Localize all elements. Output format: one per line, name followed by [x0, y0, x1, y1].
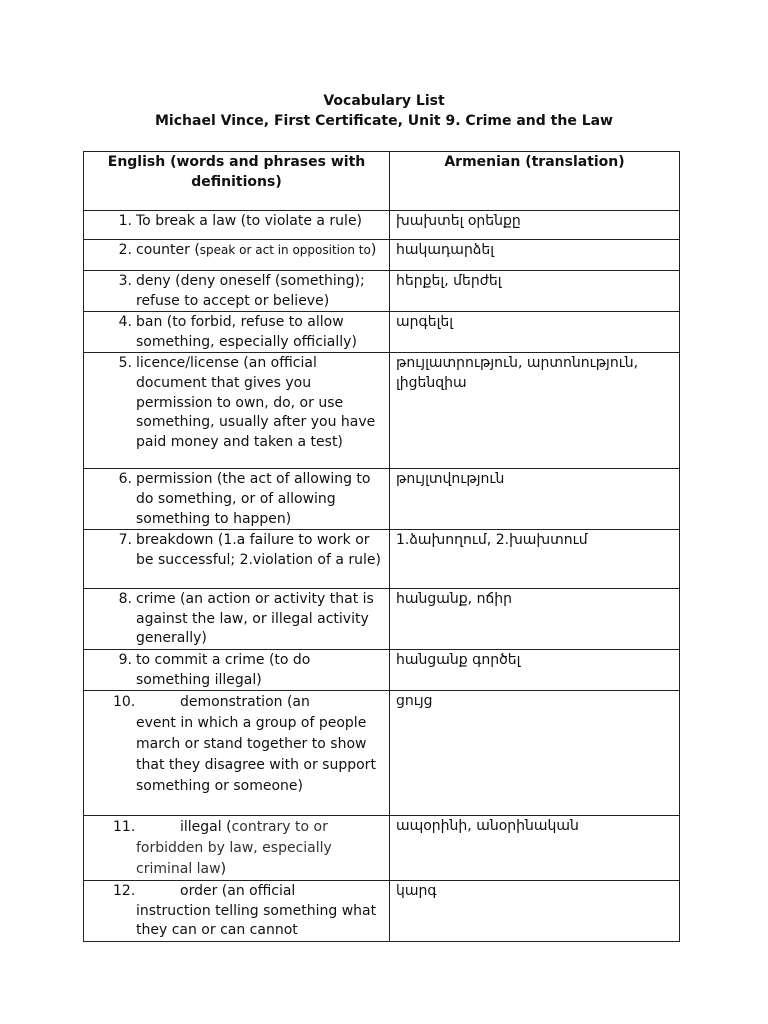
- row-number: 1.: [118, 213, 132, 229]
- table-row: [84, 312, 680, 353]
- armenian-cell: հանցանք գործել: [390, 649, 680, 690]
- english-term-end: ): [220, 861, 227, 878]
- armenian-cell: կարգ: [390, 881, 680, 942]
- english-cell: [84, 240, 390, 271]
- english-term: to commit a crime (to do something illegal): [136, 651, 311, 688]
- english-column-header: English (words and phrases with definitions): [84, 152, 390, 211]
- english-cell: [84, 312, 390, 353]
- english-term: licence/license (an official document that gives you permission to own, do, or use something, usually after you have paid money and taken a test): [136, 355, 376, 450]
- english-term: demonstration (an: [180, 694, 310, 711]
- english-cell: [84, 881, 390, 942]
- armenian-cell: հերքել, մերժել: [390, 271, 680, 312]
- english-term: order (an official: [180, 883, 296, 900]
- armenian-cell: թույլատրություն, արտոնություն, լիցենզիա: [390, 353, 680, 469]
- english-definition: event in which a group of people march or stand together to show that they disagree with or support something or someone): [136, 715, 376, 795]
- table-row: [84, 881, 680, 942]
- english-cell: [84, 211, 390, 240]
- row-number: 3.: [118, 273, 132, 289]
- english-term-end: ): [370, 242, 377, 258]
- armenian-cell: թույլտվություն: [390, 469, 680, 530]
- armenian-cell: ցույց: [390, 691, 680, 816]
- english-term-line: [136, 817, 383, 838]
- row-number: 9.: [118, 651, 132, 668]
- row-number: 5.: [118, 355, 132, 372]
- english-term: crime (an action or activity that is against the law, or illegal activity generally): [136, 591, 374, 647]
- table-header-row: [84, 152, 680, 211]
- english-term: To break a law (to violate a rule): [136, 213, 363, 229]
- english-cell: [84, 353, 390, 469]
- english-cell: [84, 691, 390, 816]
- table-row: [84, 589, 680, 650]
- armenian-cell: արգելել: [390, 312, 680, 353]
- row-number: 2.: [118, 242, 132, 258]
- english-cell: [84, 589, 390, 650]
- english-cell: [84, 271, 390, 312]
- english-cell: [84, 816, 390, 881]
- table-row: [84, 816, 680, 881]
- table-row: [84, 271, 680, 312]
- row-number: 12.: [113, 883, 136, 900]
- english-definition: speak or act in opposition to: [199, 243, 371, 257]
- table-row: [84, 530, 680, 589]
- table-row: [84, 240, 680, 271]
- row-number: 6.: [118, 471, 132, 488]
- armenian-cell: խախտել օրենքը: [390, 211, 680, 240]
- row-number: 11.: [113, 819, 136, 836]
- row-number: 8.: [118, 591, 132, 608]
- armenian-cell: ապօրինի, անօրինական: [390, 816, 680, 881]
- table-row: [84, 353, 680, 469]
- row-number: 7.: [118, 532, 132, 549]
- english-definition: instruction telling something what they can or can cannot: [136, 902, 377, 939]
- english-term: permission (the act of allowing to do something, or of allowing something to happen): [136, 471, 371, 527]
- table-row: [84, 469, 680, 530]
- armenian-column-header: Armenian (translation): [390, 152, 680, 211]
- armenian-cell: 1.ձախողում, 2.խախտում: [390, 530, 680, 589]
- english-term: ban (to forbid, refuse to allow something, especially officially): [136, 314, 357, 350]
- english-term: breakdown (1.a failure to work or be successful; 2.violation of a rule): [136, 532, 381, 568]
- armenian-cell: հանցանք, ոճիր: [390, 589, 680, 650]
- document-subtitle: Michael Vince, First Certificate, Unit 9. Crime and the Law: [155, 113, 613, 129]
- vocabulary-table: [83, 151, 680, 942]
- row-number: 10.: [113, 694, 136, 711]
- english-term: deny (deny oneself (something); refuse to accept or believe): [136, 273, 365, 309]
- english-definition: forbidden by law, especially criminal law: [136, 840, 332, 878]
- english-cell: [84, 649, 390, 690]
- english-cell: [84, 469, 390, 530]
- document-title: Vocabulary List: [323, 93, 445, 109]
- table-row: [84, 211, 680, 240]
- table-row: [84, 691, 680, 816]
- table-row: [84, 649, 680, 690]
- english-term: illegal (: [180, 819, 232, 836]
- row-number: 4.: [118, 314, 132, 331]
- english-term: counter (: [136, 242, 200, 258]
- english-definition-start: contrary to or: [231, 819, 328, 836]
- armenian-cell: հակադարձել: [390, 240, 680, 271]
- english-cell: [84, 530, 390, 589]
